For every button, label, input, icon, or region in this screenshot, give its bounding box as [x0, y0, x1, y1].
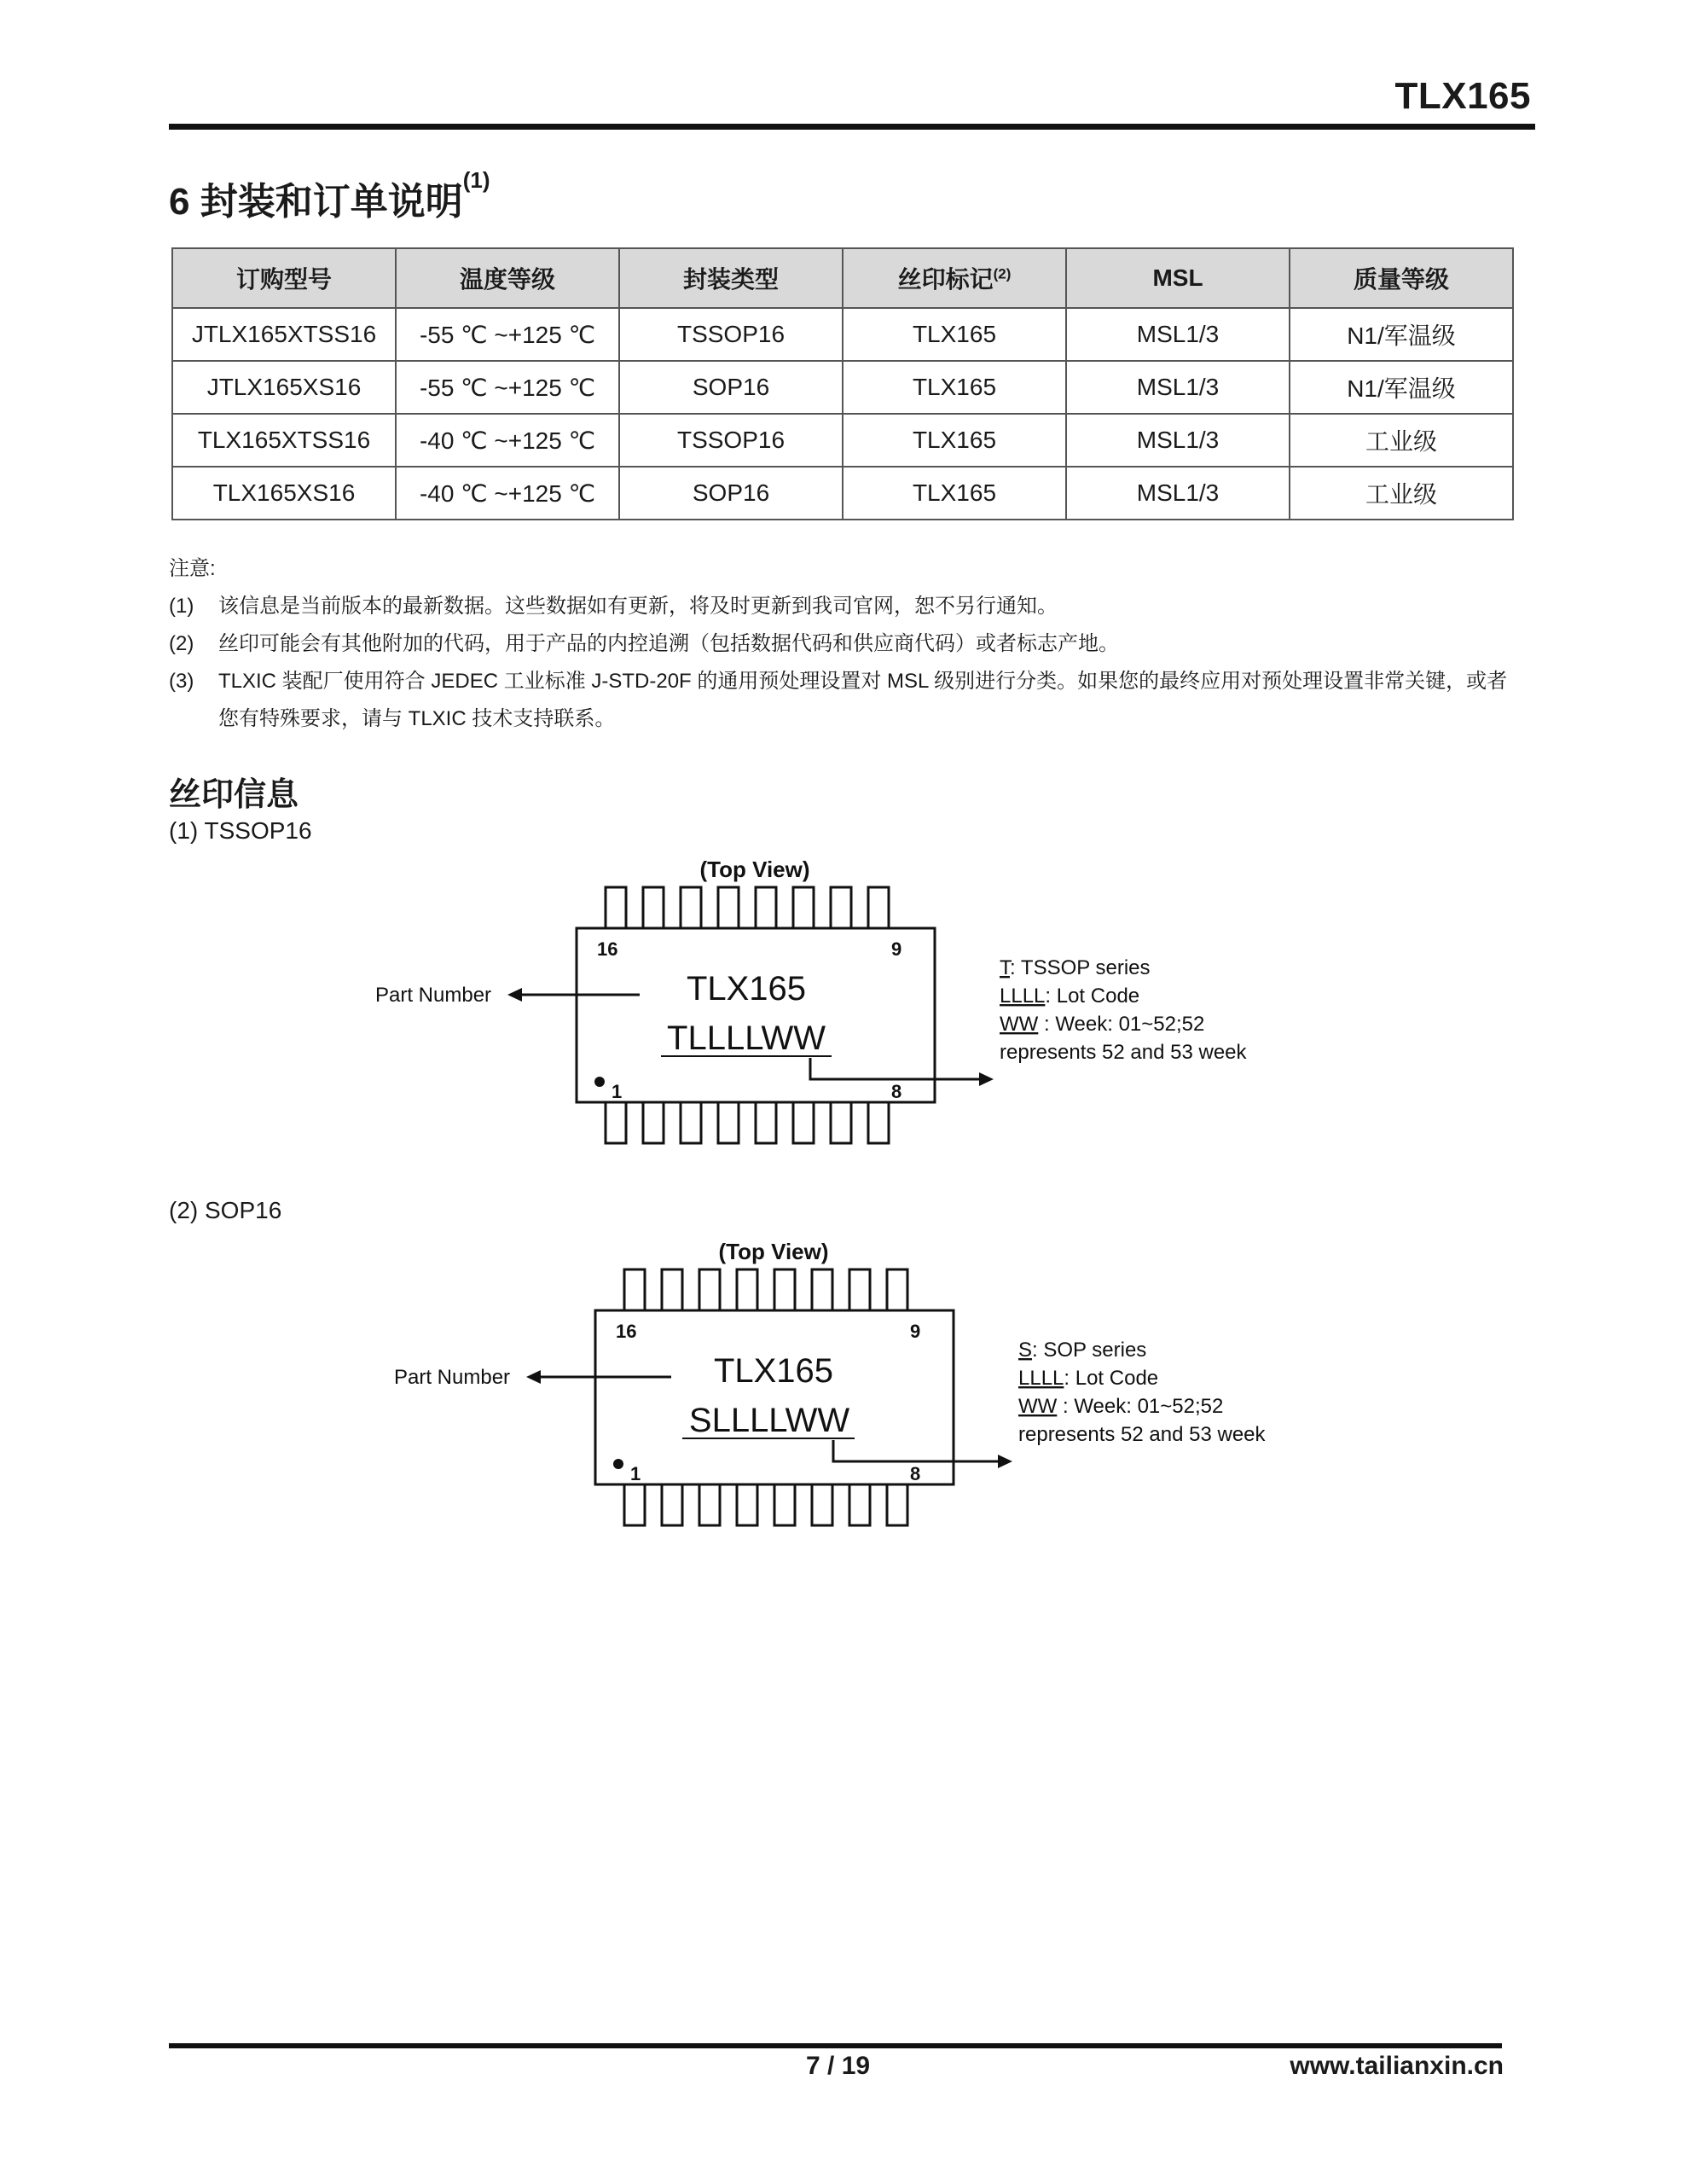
tssop16-marking-diagram: [358, 845, 1382, 1169]
svg-text:LLLL: Lot Code: LLLL: Lot Code: [1018, 1367, 1159, 1390]
table-row: [172, 414, 1513, 467]
page-number: 7 / 19: [806, 2052, 871, 2080]
svg-text:represents 52 and 53 week: represents 52 and 53 week: [1000, 1041, 1247, 1064]
pin-1-label: 1: [612, 1081, 623, 1102]
package-label-tssop16: (1) TSSOP16: [169, 817, 312, 844]
cell-order-part: TLX165XTSS16: [172, 414, 396, 467]
code-arrowhead: [979, 1072, 994, 1086]
marking-info-title: 丝印信息: [169, 777, 299, 813]
table-row: [172, 467, 1513, 520]
pin-16-label: 16: [597, 938, 618, 960]
cell-msl: MSL1/3: [1066, 414, 1290, 467]
note-text: TLXIC 装配厂使用符合 JEDEC 工业标准 J-STD-20F 的通用预处理设置对 MSL 级别进行分类。如果您的最终应用对预处理设置非常关键，或者您有特殊要求，请与 TLXIC 技术支持联系。: [218, 670, 1508, 730]
footer-divider: [169, 2043, 1502, 2048]
note-item: [169, 588, 1525, 625]
header-package: 封装类型: [619, 248, 843, 308]
table-header-row: [172, 248, 1513, 308]
legend: [1000, 956, 1248, 1064]
document-header-title: TLX165: [1394, 75, 1531, 117]
notes-heading: 注意:: [169, 557, 216, 580]
header-temperature: 温度等级: [396, 248, 619, 308]
cell-order-part: JTLX165XTSS16: [172, 308, 396, 361]
table-row: [172, 308, 1513, 361]
pin-1-label: 1: [630, 1463, 641, 1484]
cell-order-part: JTLX165XS16: [172, 361, 396, 414]
top-pins: [606, 887, 889, 928]
cell-quality: 工业级: [1290, 467, 1513, 520]
note-number: (2): [169, 632, 194, 655]
cell-marking: TLX165: [843, 467, 1066, 520]
top-view-label: (Top View): [699, 857, 810, 882]
note-item: [169, 663, 1525, 738]
header-quality: 质量等级: [1290, 248, 1513, 308]
cell-package: SOP16: [619, 467, 843, 520]
cell-msl: MSL1/3: [1066, 308, 1290, 361]
svg-text:T: TSSOP series: T: TSSOP series: [1000, 956, 1151, 979]
top-pins: [624, 1269, 907, 1310]
cell-temperature: -55 ℃ ~+125 ℃: [396, 361, 619, 414]
code-arrowhead: [998, 1455, 1012, 1468]
cell-temperature: -40 ℃ ~+125 ℃: [396, 467, 619, 520]
cell-quality: N1/军温级: [1290, 361, 1513, 414]
pin1-dot: [613, 1459, 623, 1469]
note-text: 丝印可能会有其他附加的代码，用于产品的内控追溯（包括数据代码和供应商代码）或者标志产地。: [218, 632, 1119, 655]
marking-line-2: TLLLLWW: [667, 1019, 826, 1057]
package-body: [577, 928, 935, 1102]
cell-marking: TLX165: [843, 414, 1066, 467]
pin-9-label: 9: [910, 1321, 921, 1342]
sop16-marking-diagram: [377, 1227, 1400, 1551]
package-label-sop16: (2) SOP16: [169, 1197, 282, 1223]
package-body: [595, 1310, 954, 1484]
cell-marking: TLX165: [843, 361, 1066, 414]
note-number: (3): [169, 670, 194, 693]
table-row: [172, 361, 1513, 414]
header-divider: [169, 124, 1535, 130]
svg-text:represents 52 and 53 week: represents 52 and 53 week: [1018, 1423, 1266, 1446]
section-number: 6: [169, 181, 190, 223]
part-number-arrowhead: [507, 988, 522, 1002]
cell-temperature: -55 ℃ ~+125 ℃: [396, 308, 619, 361]
part-number-label: Part Number: [375, 984, 492, 1007]
svg-text:WW : Week: 01~52;52: WW : Week: 01~52;52: [1000, 1013, 1205, 1036]
svg-text:S: SOP series: S: SOP series: [1018, 1339, 1147, 1362]
cell-quality: N1/军温级: [1290, 308, 1513, 361]
ordering-table: [171, 247, 1514, 520]
pin-16-label: 16: [616, 1321, 637, 1342]
part-number-label: Part Number: [394, 1366, 511, 1389]
cell-order-part: TLX165XS16: [172, 467, 396, 520]
pin-8-label: 8: [910, 1463, 921, 1484]
section-title-text: 封装和订单说明: [200, 181, 463, 223]
pin-9-label: 9: [891, 938, 902, 960]
bottom-pins: [624, 1484, 907, 1525]
marking-line-2: SLLLLWW: [688, 1402, 850, 1439]
section-note-ref: (1): [462, 167, 490, 193]
footer-website: www.tailianxin.cn: [1290, 2052, 1504, 2080]
marking-line-1: TLX165: [686, 970, 807, 1008]
header-msl: MSL: [1066, 248, 1290, 308]
note-text: 该信息是当前版本的最新数据。这些数据如有更新，将及时更新到我司官网，恕不另行通知。: [218, 595, 1058, 618]
pin1-dot: [594, 1077, 605, 1087]
section-title: [169, 167, 490, 225]
cell-package: TSSOP16: [619, 414, 843, 467]
cell-msl: MSL1/3: [1066, 467, 1290, 520]
marking-line-1: TLX165: [713, 1352, 834, 1390]
cell-package: TSSOP16: [619, 308, 843, 361]
notes-block: [169, 550, 1525, 738]
cell-msl: MSL1/3: [1066, 361, 1290, 414]
cell-quality: 工业级: [1290, 414, 1513, 467]
top-view-label: (Top View): [718, 1239, 829, 1264]
svg-text:WW : Week: 01~52;52: WW : Week: 01~52;52: [1018, 1395, 1224, 1418]
svg-text:LLLL: Lot Code: LLLL: Lot Code: [1000, 985, 1140, 1008]
cell-temperature: -40 ℃ ~+125 ℃: [396, 414, 619, 467]
header-order-part: 订购型号: [172, 248, 396, 308]
note-number: (1): [169, 595, 194, 618]
legend: [1018, 1339, 1267, 1446]
marking-note-ref: (2): [993, 265, 1012, 282]
header-marking: 丝印标记$^{(2)}$: [843, 248, 1066, 308]
pin-8-label: 8: [891, 1081, 902, 1102]
bottom-pins: [606, 1102, 889, 1143]
part-number-arrowhead: [526, 1370, 541, 1384]
cell-marking: TLX165: [843, 308, 1066, 361]
cell-package: SOP16: [619, 361, 843, 414]
note-item: [169, 625, 1525, 663]
